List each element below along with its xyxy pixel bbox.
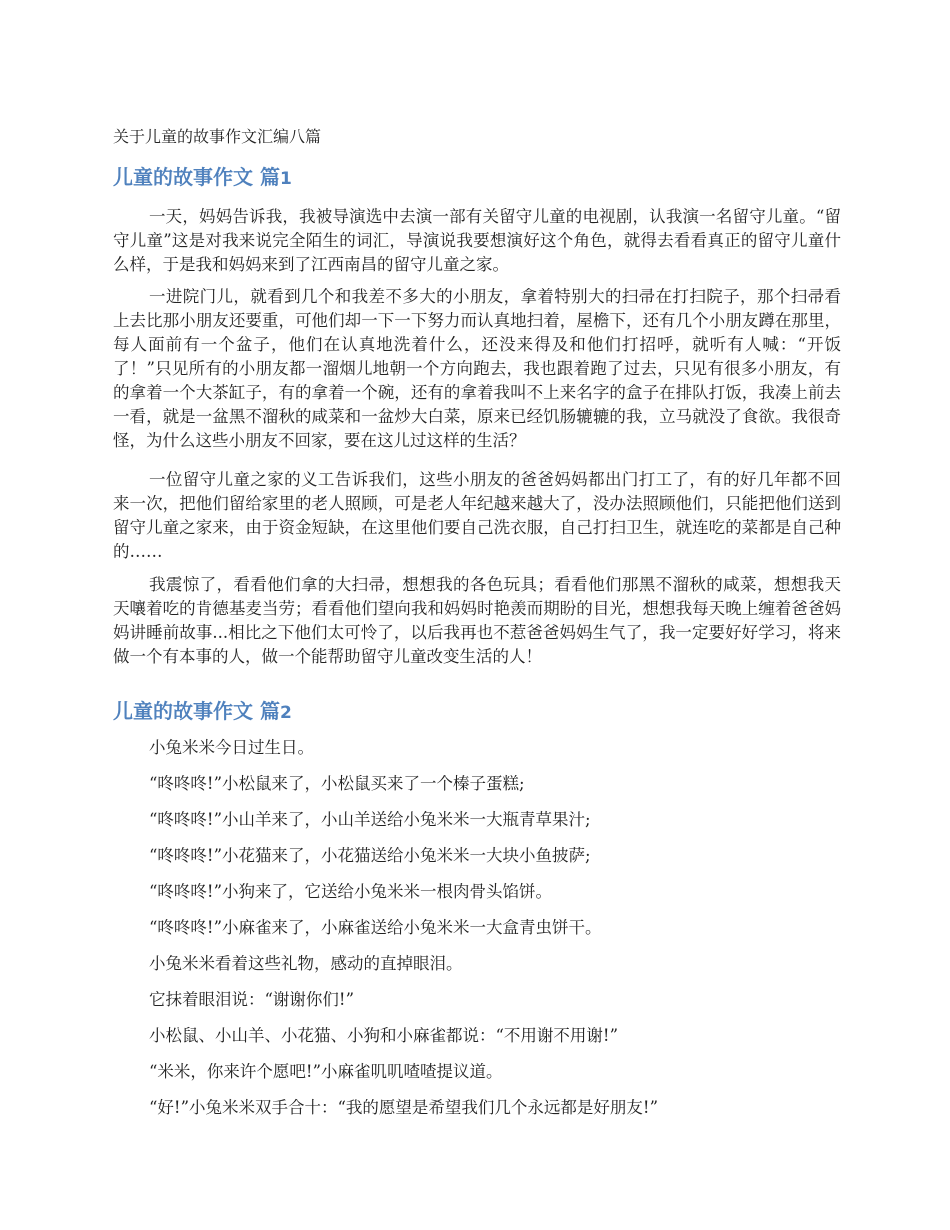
story-line: “咚咚咚!”小狗来了，它送给小兔米米一根肉骨头馅饼。: [149, 882, 553, 901]
story-line: 小兔米米看着这些礼物，感动的直掉眼泪。: [149, 954, 463, 973]
story-line: “米米，你来许个愿吧!”小麻雀叽叽喳喳提议道。: [149, 1062, 503, 1081]
story-line: “咚咚咚!”小花猫来了，小花猫送给小兔米米一大块小鱼披萨;: [149, 846, 591, 865]
section-heading-2: [113, 698, 292, 726]
story-line: “好!”小兔米米双手合十：“我的愿望是希望我们几个永远都是好朋友!”: [149, 1098, 659, 1117]
section-heading-1: [113, 164, 292, 192]
story-line: 小松鼠、小山羊、小花猫、小狗和小麻雀都说：“不用谢不用谢!”: [149, 1026, 619, 1045]
story-line: 小兔米米今日过生日。: [149, 738, 314, 757]
section-heading-text: 儿童的故事作文 篇: [113, 699, 280, 723]
document-title: 关于儿童的故事作文汇编八篇: [113, 127, 322, 146]
paragraph: 一进院门儿，就看到几个和我差不多大的小朋友，拿着特别大的扫帚在打扫院子，那个扫帚看上去比那小朋友还要重，可他们却一下一下努力而认真地扫着，屋檐下，还有几个小朋友蹲在那里，每人面前有一个盆子，他们在认真地洗着什么，还没来得及和他们打招呼，就听有人喊：“开饭了！”只见所有的小朋友都一溜烟儿地朝一个方向跑去，我也跟着跑了过去，只见有很多小朋友，有的拿着一个大茶缸子，有的拿着一个碗，还有的拿着我叫不上来名字的盒子在排队打饭，我凑上前去一看，就是一盆黑不溜秋的咸菜和一盆炒大白菜，原来已经饥肠辘辘的我，立马就没了食欲。我很奇怪，为什么这些小朋友不回家，要在这儿过这样的生活？: [113, 287, 841, 450]
paragraph: 一位留守儿童之家的义工告诉我们，这些小朋友的爸爸妈妈都出门打工了，有的好几年都不回来一次，把他们留给家里的老人照顾，可是老人年纪越来越大了，没办法照顾他们，只能把他们送到留守儿童之家来，由于资金短缺，在这里他们要自己洗衣服，自己打扫卫生，就连吃的菜都是自己种的……: [113, 470, 841, 561]
story-line: “咚咚咚!”小山羊来了，小山羊送给小兔米米一大瓶青草果汁;: [149, 810, 591, 829]
story-line: “咚咚咚!”小麻雀来了，小麻雀送给小兔米米一大盒青虫饼干。: [149, 918, 602, 937]
story-line: 它抹着眼泪说：“谢谢你们!”: [149, 990, 355, 1009]
section-heading-number: 2: [279, 703, 292, 723]
paragraph: 我震惊了，看看他们拿的大扫帚，想想我的各色玩具；看看他们那黑不溜秋的咸菜，想想我天天嚷着吃的肯德基麦当劳；看看他们望向我和妈妈时艳羡而期盼的目光，想想我每天晚上缠着爸爸妈妈讲睡前故事...相比之下他们太可怜了，以后我再也不惹爸爸妈妈生气了，我一定要好好学习，将来做一个有本事的人，做一个能帮助留守儿童改变生活的人！: [113, 575, 841, 666]
section-heading-number: 1: [279, 169, 292, 189]
paragraph: 一天，妈妈告诉我，我被导演选中去演一部有关留守儿童的电视剧，认我演一名留守儿童。“留守儿童”这是对我来说完全陌生的词汇，导演说我要想演好这个角色，就得去看看真正的留守儿童什么样，于是我和妈妈来到了江西南昌的留守儿童之家。: [113, 207, 841, 274]
story-line: “咚咚咚!”小松鼠来了，小松鼠买来了一个榛子蛋糕;: [149, 774, 525, 793]
section-heading-text: 儿童的故事作文 篇: [113, 165, 280, 189]
